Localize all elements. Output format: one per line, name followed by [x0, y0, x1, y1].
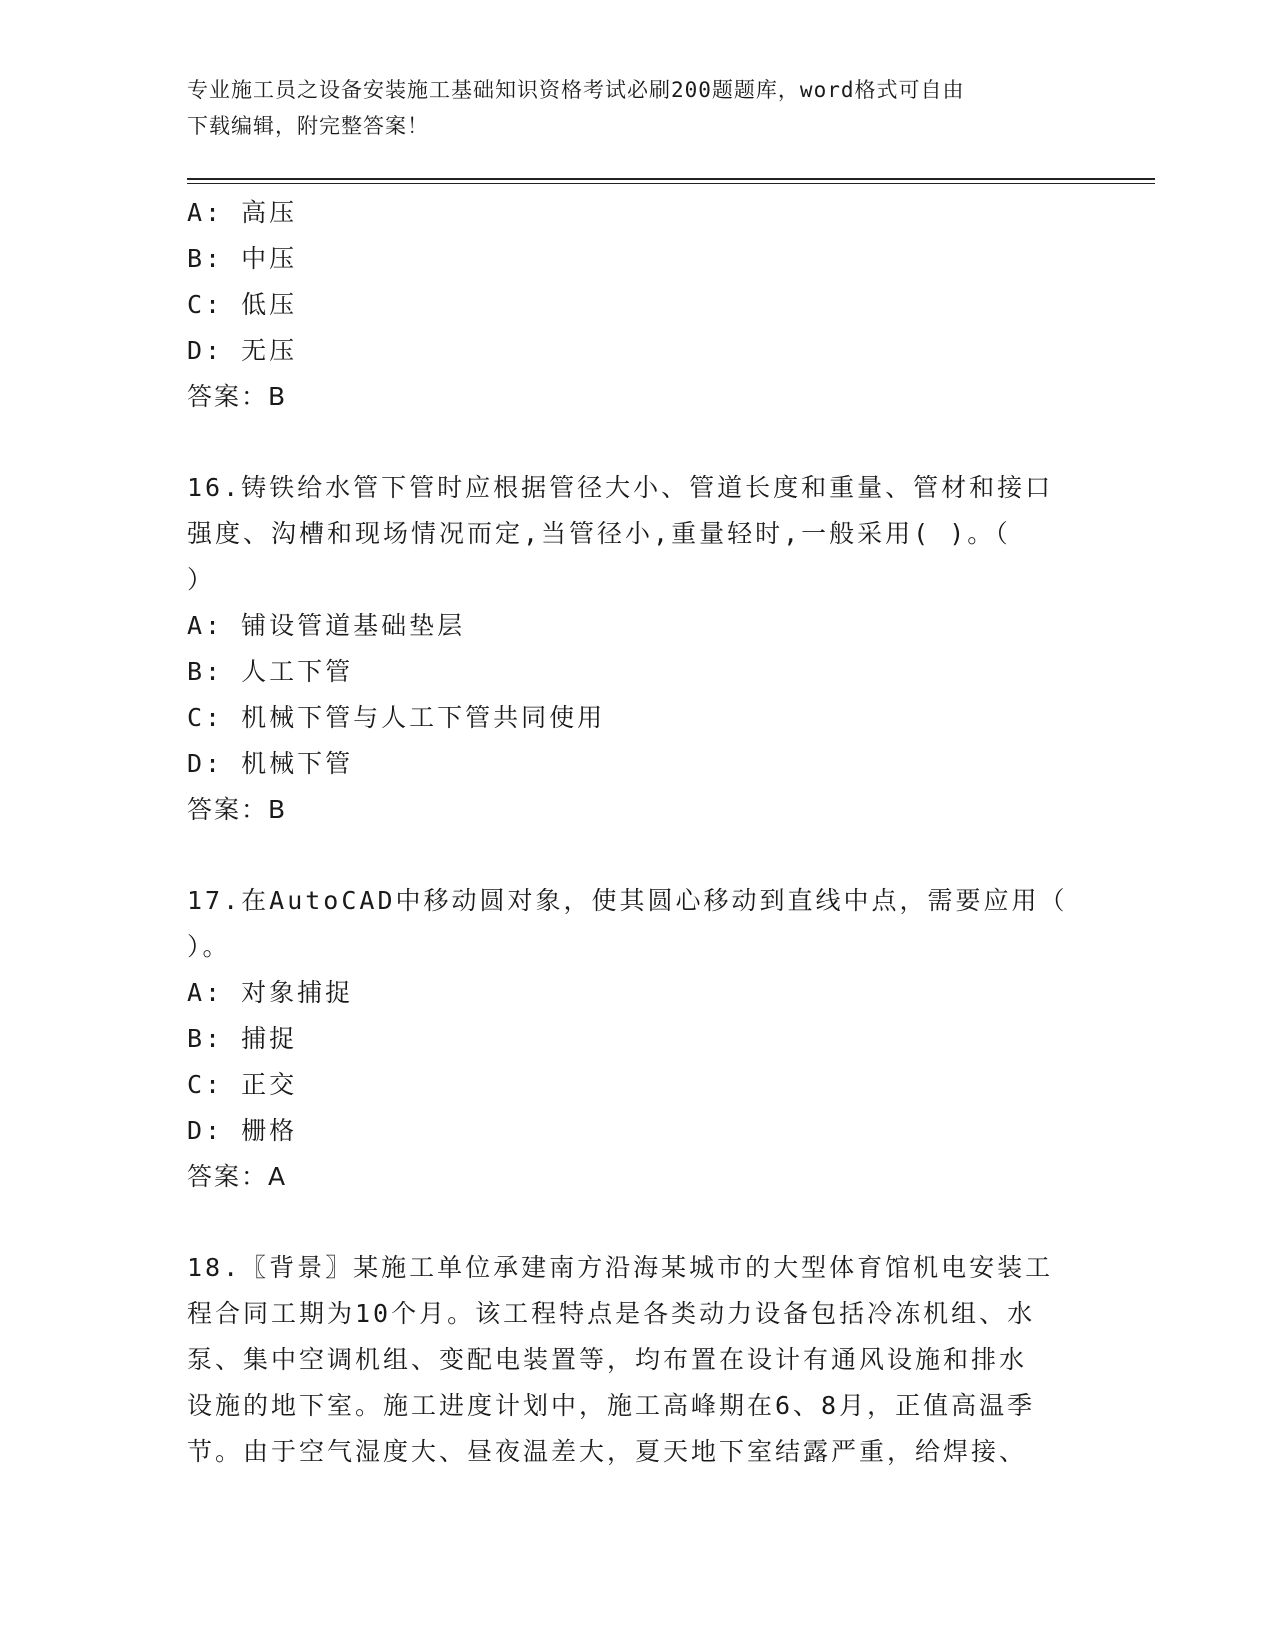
option-a: A: 铺设管道基础垫层 — [187, 611, 466, 640]
option-b: B: 人工下管 — [187, 657, 354, 686]
answer: 答案：A — [187, 1162, 288, 1191]
option-b: B: 捕捉 — [187, 1024, 298, 1053]
option-b: B: 中压 — [187, 244, 298, 273]
question-16 — [187, 465, 1077, 833]
option-d: D: 机械下管 — [187, 749, 354, 778]
question-stem-line-1: 16.铸铁给水管下管时应根据管径大小、管道长度和重量、管材和接口 — [187, 473, 1054, 502]
option-a: A: 对象捕捉 — [187, 978, 354, 1007]
spacer — [187, 833, 1077, 878]
question-stem-line-2: 程合同工期为10个月。该工程特点是各类动力设备包括冷冻机组、水 — [187, 1299, 1036, 1328]
spacer — [187, 1200, 1077, 1245]
option-d: D: 无压 — [187, 336, 298, 365]
header-rule-thin — [187, 183, 1155, 184]
question-15 — [187, 190, 1077, 420]
option-d: D: 栅格 — [187, 1116, 298, 1145]
question-stem-line-3: 泵、集中空调机组、变配电装置等，均布置在设计有通风设施和排水 — [187, 1345, 1028, 1374]
option-c: C: 低压 — [187, 290, 298, 319]
question-stem-line-2: ）。 — [187, 932, 231, 961]
question-stem-line-1: 17.在AutoCAD中移动圆对象，使其圆心移动到直线中点，需要应用（ — [187, 886, 1068, 915]
answer: 答案：B — [187, 382, 288, 411]
question-17 — [187, 878, 1077, 1200]
option-a: A: 高压 — [187, 198, 298, 227]
option-c: C: 正交 — [187, 1070, 298, 1099]
question-list — [187, 190, 1077, 1475]
option-c: C: 机械下管与人工下管共同使用 — [187, 703, 606, 732]
header-rule-thick — [187, 178, 1155, 180]
question-stem-line-1: 18.〖背景〗某施工单位承建南方沿海某城市的大型体育馆机电安装工 — [187, 1253, 1054, 1282]
question-stem-line-5: 节。由于空气湿度大、昼夜温差大，夏天地下室结露严重，给焊接、 — [187, 1437, 1028, 1466]
header-title-line-2: 下载编辑，附完整答案！ — [187, 114, 429, 138]
header-title-line-1: 专业施工员之设备安装施工基础知识资格考试必刷200题题库，word格式可自由 — [187, 78, 965, 102]
question-18 — [187, 1245, 1077, 1475]
spacer — [187, 420, 1077, 465]
question-stem-line-2: 强度、沟槽和现场情况而定,当管径小,重量轻时,一般采用( )。（ — [187, 519, 1011, 548]
document-header — [187, 72, 1067, 144]
answer: 答案：B — [187, 795, 288, 824]
question-stem-line-4: 设施的地下室。施工进度计划中，施工高峰期在6、8月，正值高温季 — [187, 1391, 1036, 1420]
question-stem-line-3: ） — [187, 565, 216, 594]
